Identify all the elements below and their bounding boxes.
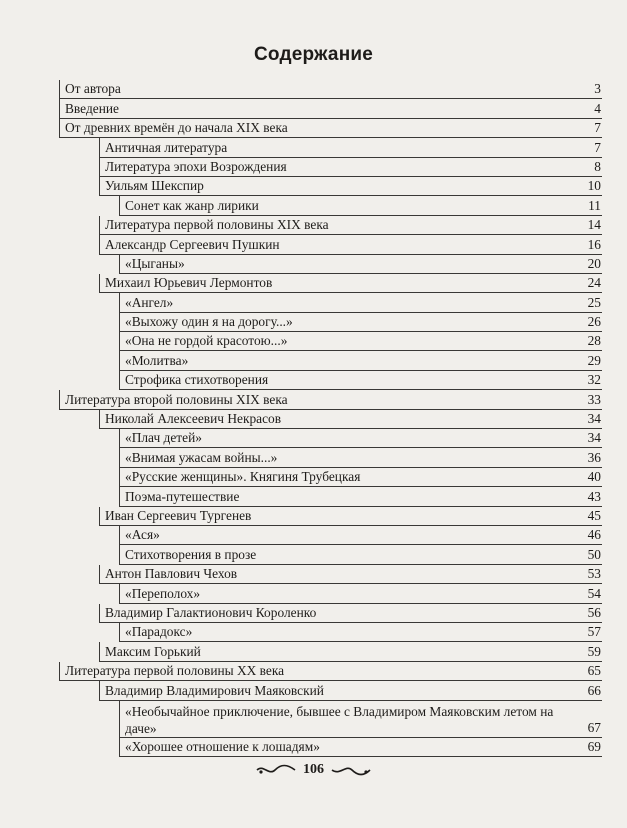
toc-entry-page: 34 [587,411,601,427]
toc-entry[interactable] [99,158,602,177]
toc-entry-page: 3 [594,81,601,97]
toc-entry-title: Строфика стихотворения [125,372,269,388]
toc-entry-title: «Внимая ужасам войны...» [125,449,278,465]
toc-entry[interactable] [119,196,602,215]
toc-entry-title: Владимир Галактионович Короленко [105,604,317,620]
toc-entry[interactable] [99,177,602,196]
toc-entry-page: 46 [587,527,601,543]
page-number: 106 [303,762,324,777]
toc-entry-title: Введение [65,100,119,116]
toc-entry-title: Литература первой половины XX века [65,663,285,679]
toc-entry-title: «Необычайное приключение, бывшее с Владимиром Маяковским летом на даче» [125,703,554,736]
toc-entry-page: 14 [587,217,601,233]
toc-entry[interactable] [99,138,602,157]
page-footer [0,762,627,778]
toc-entry-title: Уильям Шекспир [105,178,204,194]
toc-entry-title: Александр Сергеевич Пушкин [105,236,280,252]
toc-entry-page: 24 [587,275,601,291]
toc-entry[interactable] [99,235,602,254]
toc-entry-title: Михаил Юрьевич Лермонтов [105,275,273,291]
toc-entry[interactable] [99,681,602,700]
table-of-contents [59,80,602,757]
toc-entry-title: «Русские женщины». Княгиня Трубецкая [125,469,361,485]
toc-entry-title: От древних времён до начала XIX века [65,120,288,136]
toc-entry-title: Поэма-путешествие [125,488,240,504]
toc-entry-page: 56 [587,604,601,620]
toc-entry-title: Литература второй половины XIX века [65,391,288,407]
toc-entry-page: 33 [587,391,601,407]
toc-entry[interactable] [59,662,602,681]
toc-entry[interactable] [59,99,602,118]
toc-entry-title: Владимир Владимирович Маяковский [105,682,324,698]
toc-entry[interactable] [119,623,602,642]
toc-entry[interactable] [119,293,602,312]
toc-entry-title: «Цыганы» [125,255,185,271]
toc-entry[interactable] [119,371,602,390]
toc-entry[interactable] [59,80,602,99]
toc-entry[interactable] [119,448,602,467]
toc-entry-page: 57 [587,624,601,640]
toc-entry[interactable] [99,274,602,293]
toc-entry[interactable] [119,487,602,506]
toc-entry-page: 29 [587,352,601,368]
toc-entry-page: 36 [587,449,601,465]
toc-entry[interactable] [119,526,602,545]
toc-entry[interactable] [119,545,602,564]
toc-entry[interactable] [99,604,602,623]
toc-entry-title: Сонет как жанр лирики [125,197,259,213]
toc-entry-title: «Парадокс» [125,624,193,640]
ornament-left-icon [255,763,297,777]
toc-entry-page: 11 [588,197,601,213]
toc-entry[interactable] [99,565,602,584]
page-title: Содержание [253,44,374,65]
toc-entry-page: 26 [587,314,601,330]
toc-entry-title: «Переполох» [125,585,201,601]
toc-entry-page: 7 [594,139,601,155]
toc-entry[interactable] [119,701,602,738]
toc-entry-title: «Ангел» [125,294,174,310]
toc-entry[interactable] [59,119,602,138]
toc-entry-page: 20 [587,255,601,271]
toc-entry-page: 45 [587,507,601,523]
toc-entry-title: «Хорошее отношение к лошадям» [125,738,320,754]
toc-entry-page: 59 [587,643,601,659]
toc-entry-page: 50 [587,546,601,562]
toc-entry[interactable] [119,468,602,487]
toc-entry[interactable] [119,429,602,448]
toc-entry-page: 4 [594,100,601,116]
toc-entry-page: 43 [587,488,601,504]
toc-entry-page: 7 [594,120,601,136]
toc-entry-page: 25 [587,294,601,310]
toc-entry-title: «Плач детей» [125,430,202,446]
toc-entry[interactable] [119,313,602,332]
toc-entry-title: «Молитва» [125,352,189,368]
toc-entry[interactable] [99,642,602,661]
toc-entry[interactable] [119,738,602,757]
toc-entry[interactable] [99,507,602,526]
toc-entry-page: 8 [594,158,601,174]
toc-entry-title: Литература эпохи Возрождения [105,158,287,174]
toc-entry-title: Максим Горький [105,643,201,659]
toc-entry-page: 16 [587,236,601,252]
toc-entry-page: 67 [587,719,601,735]
toc-entry-title: От автора [65,81,121,97]
toc-entry-page: 10 [587,178,601,194]
toc-entry-page: 40 [587,469,601,485]
toc-entry[interactable] [119,332,602,351]
toc-entry-title: Николай Алексеевич Некрасов [105,411,282,427]
toc-entry-title: Литература первой половины XIX века [105,217,329,233]
toc-entry-page: 34 [587,430,601,446]
toc-entry-page: 54 [587,585,601,601]
toc-entry[interactable] [119,351,602,370]
toc-entry-title: «Ася» [125,527,160,543]
toc-entry-page: 28 [587,333,601,349]
toc-entry-page: 69 [587,738,601,754]
toc-entry-title: Иван Сергеевич Тургенев [105,507,252,523]
toc-entry-page: 66 [587,682,601,698]
toc-entry[interactable] [99,410,602,429]
toc-entry[interactable] [119,255,602,274]
toc-entry[interactable] [99,216,602,235]
ornament-right-icon [330,763,372,777]
toc-entry-title: Антон Павлович Чехов [105,566,238,582]
toc-entry-title: Античная литература [105,139,228,155]
toc-entry[interactable] [119,584,602,603]
toc-entry-title: «Выхожу один я на дорогу...» [125,314,293,330]
toc-entry-page: 53 [587,566,601,582]
toc-entry-title: Стихотворения в прозе [125,546,257,562]
toc-entry-title: «Она не гордой красотою...» [125,333,288,349]
toc-entry-page: 32 [587,372,601,388]
toc-entry-page: 65 [587,663,601,679]
toc-entry[interactable] [59,390,602,409]
